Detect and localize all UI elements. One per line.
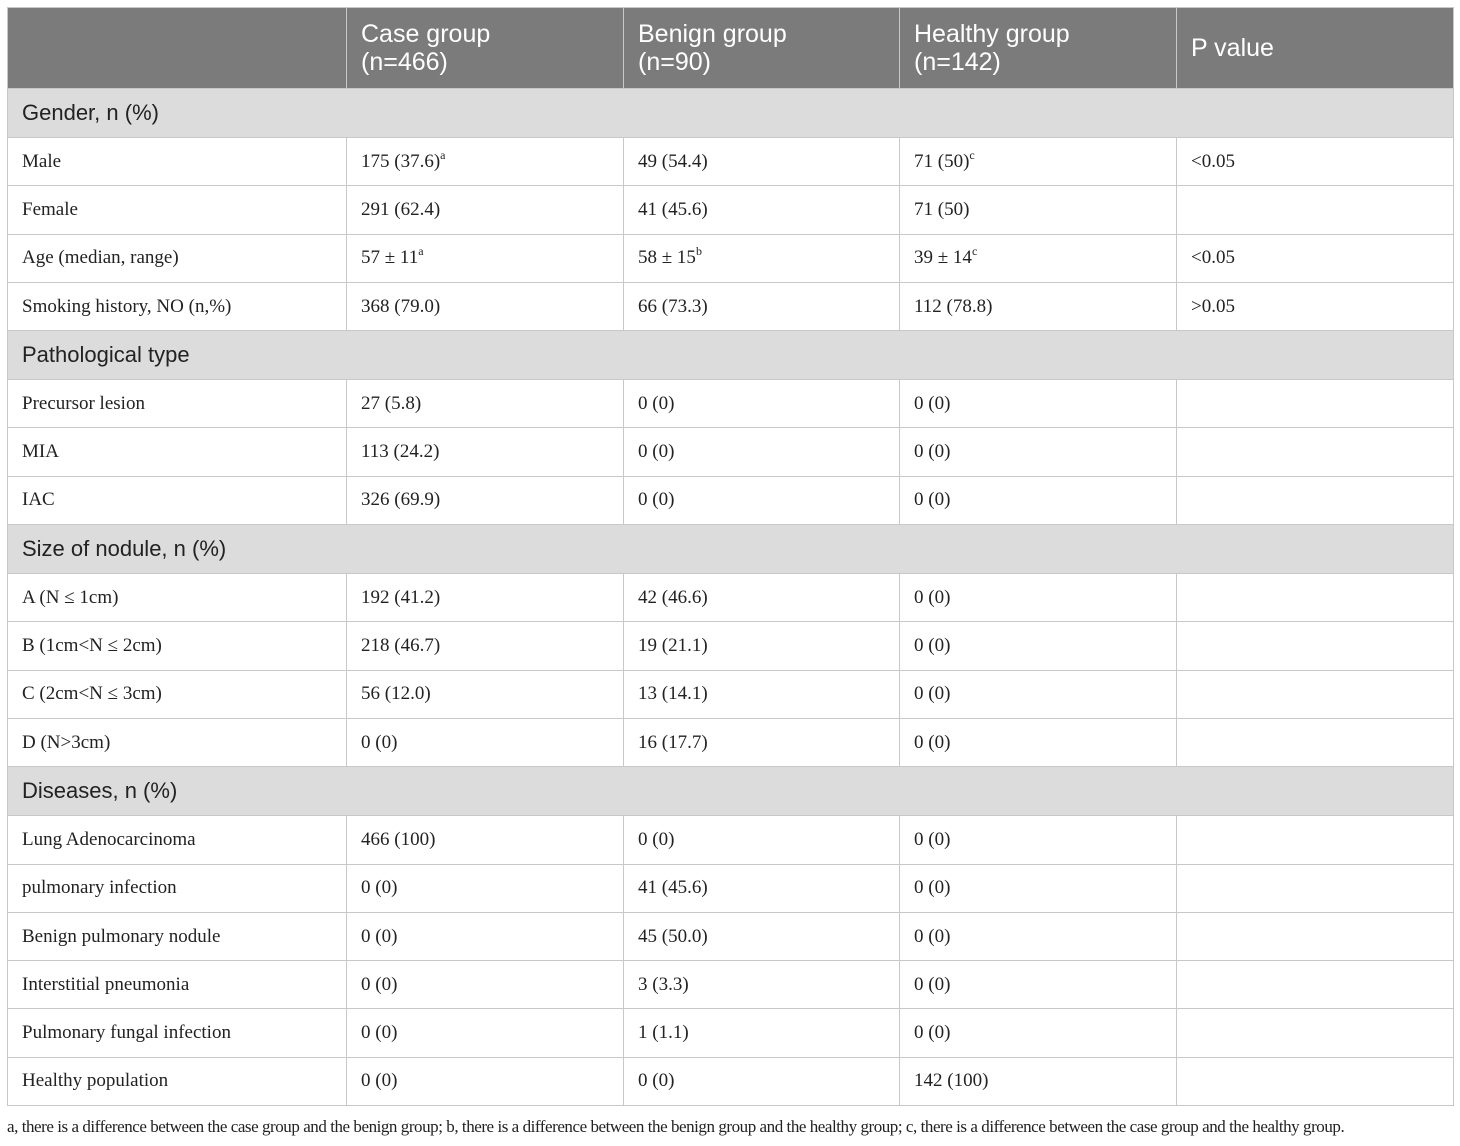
section-header-row xyxy=(8,331,1454,380)
table-cell xyxy=(900,428,1177,476)
cell-value: 3 (3.3) xyxy=(638,973,689,995)
table-cell xyxy=(900,476,1177,524)
table-cell xyxy=(347,1057,624,1105)
header-line-1: Healthy group xyxy=(914,20,1070,48)
row-label: A (N ≤ 1cm) xyxy=(8,574,347,622)
cell-value: 45 (50.0) xyxy=(638,925,708,947)
table-cell xyxy=(1177,186,1454,234)
table-cell xyxy=(900,138,1177,186)
cell-value: 0 (0) xyxy=(638,441,675,463)
header-benign-group xyxy=(624,8,900,89)
row-label: Male xyxy=(8,138,347,186)
row-label: Precursor lesion xyxy=(8,380,347,428)
table-row xyxy=(8,138,1454,186)
row-label: IAC xyxy=(8,476,347,524)
table-cell xyxy=(900,670,1177,718)
cell-value: 0 (0) xyxy=(361,731,398,753)
table-cell xyxy=(347,428,624,476)
cell-value: 42 (46.6) xyxy=(638,586,708,608)
table-cell xyxy=(1177,138,1454,186)
table-cell xyxy=(1177,1057,1454,1105)
table-cell xyxy=(1177,718,1454,766)
table-cell xyxy=(1177,961,1454,1009)
table-row xyxy=(8,816,1454,864)
section-header-row xyxy=(8,525,1454,574)
table-cell xyxy=(347,1009,624,1057)
cell-value: 291 (62.4) xyxy=(361,198,441,220)
cell-value: 0 (0) xyxy=(638,1070,675,1092)
header-case-group xyxy=(347,8,624,89)
cell-value: 0 (0) xyxy=(361,1070,398,1092)
row-label: D (N>3cm) xyxy=(8,718,347,766)
cell-value: 0 (0) xyxy=(361,973,398,995)
table-cell xyxy=(624,1009,900,1057)
table-row xyxy=(8,1009,1454,1057)
table-cell xyxy=(900,912,1177,960)
footnote-marker: c xyxy=(971,244,978,259)
table-cell xyxy=(624,816,900,864)
table-cell xyxy=(900,234,1177,282)
table-cell xyxy=(624,961,900,1009)
cell-value: 0 (0) xyxy=(914,392,951,414)
table-cell xyxy=(624,186,900,234)
table-cell xyxy=(347,574,624,622)
cell-value: 57 ± 11 xyxy=(361,247,419,269)
row-label: MIA xyxy=(8,428,347,476)
table-cell xyxy=(347,622,624,670)
section-title: Diseases, n (%) xyxy=(8,767,1454,816)
table-row xyxy=(8,670,1454,718)
table-cell xyxy=(900,1009,1177,1057)
table-cell xyxy=(900,574,1177,622)
cell-value: 56 (12.0) xyxy=(361,683,431,705)
footnote-marker: b xyxy=(695,244,702,259)
cell-value: 326 (69.9) xyxy=(361,489,441,511)
cell-value: 19 (21.1) xyxy=(638,635,708,657)
table-body xyxy=(8,89,1454,1106)
row-label: Female xyxy=(8,186,347,234)
cell-value: 0 (0) xyxy=(638,392,675,414)
table-cell xyxy=(624,622,900,670)
table-row xyxy=(8,864,1454,912)
footnote-marker: c xyxy=(969,147,975,162)
clinical-characteristics-table xyxy=(7,7,1454,1106)
footnote-marker: a xyxy=(418,244,424,259)
table-header xyxy=(8,8,1454,89)
row-label: C (2cm<N ≤ 3cm) xyxy=(8,670,347,718)
table-cell xyxy=(347,864,624,912)
cell-value: 39 ± 14 xyxy=(914,247,972,269)
cell-value: 66 (73.3) xyxy=(638,295,708,317)
table-footnote: a, there is a difference between the case group and the benign group; b, there is a difference between the benign group and the healthy group; c, there is a difference between the case group and the healthy group. xyxy=(7,1117,1345,1136)
table-cell xyxy=(900,718,1177,766)
cell-value: 0 (0) xyxy=(914,925,951,947)
cell-value: 41 (45.6) xyxy=(638,877,708,899)
cell-value: 0 (0) xyxy=(638,828,675,850)
table-cell xyxy=(1177,622,1454,670)
table-cell xyxy=(624,718,900,766)
cell-value: 112 (78.8) xyxy=(914,295,993,317)
table-cell xyxy=(1177,282,1454,330)
row-label: pulmonary infection xyxy=(8,864,347,912)
table-cell xyxy=(624,234,900,282)
cell-value: 192 (41.2) xyxy=(361,586,441,608)
table-cell xyxy=(900,1057,1177,1105)
cell-value: 0 (0) xyxy=(914,828,951,850)
table-cell xyxy=(347,186,624,234)
cell-value: 0 (0) xyxy=(914,635,951,657)
table-cell xyxy=(1177,912,1454,960)
cell-value: 113 (24.2) xyxy=(361,441,440,463)
cell-value: 368 (79.0) xyxy=(361,295,441,317)
header-p-value xyxy=(1177,8,1454,89)
header-row xyxy=(8,8,1454,89)
table-cell xyxy=(624,138,900,186)
cell-value: 1 (1.1) xyxy=(638,1022,689,1044)
table-row xyxy=(8,282,1454,330)
cell-value: 0 (0) xyxy=(914,683,951,705)
table-cell xyxy=(347,138,624,186)
table-cell xyxy=(900,380,1177,428)
section-title: Gender, n (%) xyxy=(8,89,1454,138)
cell-value: 71 (50) xyxy=(914,150,970,172)
table-cell xyxy=(347,816,624,864)
table-cell xyxy=(347,380,624,428)
table-cell xyxy=(1177,1009,1454,1057)
table-row xyxy=(8,718,1454,766)
table-row xyxy=(8,1057,1454,1105)
cell-value: <0.05 xyxy=(1191,150,1235,172)
table-cell xyxy=(624,864,900,912)
section-header-row xyxy=(8,767,1454,816)
table-cell xyxy=(1177,816,1454,864)
cell-value: 175 (37.6) xyxy=(361,150,441,172)
cell-value: 218 (46.7) xyxy=(361,635,441,657)
table-cell xyxy=(624,476,900,524)
table-cell xyxy=(624,574,900,622)
table-cell xyxy=(1177,380,1454,428)
cell-value: 0 (0) xyxy=(914,731,951,753)
table-cell xyxy=(900,864,1177,912)
table-cell xyxy=(1177,428,1454,476)
cell-value: 0 (0) xyxy=(914,877,951,899)
table-cell xyxy=(900,186,1177,234)
table-cell xyxy=(624,1057,900,1105)
cell-value: <0.05 xyxy=(1191,247,1235,269)
table-row xyxy=(8,428,1454,476)
cell-value: 13 (14.1) xyxy=(638,683,708,705)
row-label: Smoking history, NO (n,%) xyxy=(8,282,347,330)
cell-value: 0 (0) xyxy=(914,489,951,511)
cell-value: 0 (0) xyxy=(638,489,675,511)
cell-value: 0 (0) xyxy=(914,441,951,463)
table-cell xyxy=(900,622,1177,670)
table-cell xyxy=(900,961,1177,1009)
table-cell xyxy=(347,912,624,960)
cell-value: 71 (50) xyxy=(914,198,970,220)
cell-value: 41 (45.6) xyxy=(638,198,708,220)
header-line-1: P value xyxy=(1191,34,1274,62)
table-cell xyxy=(624,282,900,330)
table-row xyxy=(8,186,1454,234)
table-cell xyxy=(347,476,624,524)
cell-value: 0 (0) xyxy=(914,1022,951,1044)
cell-value: 49 (54.4) xyxy=(638,150,708,172)
row-label: Lung Adenocarcinoma xyxy=(8,816,347,864)
cell-value: 58 ± 15 xyxy=(638,247,696,269)
cell-value: 0 (0) xyxy=(914,586,951,608)
table-cell xyxy=(900,816,1177,864)
row-label: B (1cm<N ≤ 2cm) xyxy=(8,622,347,670)
cell-value: 0 (0) xyxy=(361,877,398,899)
cell-value: 16 (17.7) xyxy=(638,731,708,753)
table-row xyxy=(8,574,1454,622)
row-label: Healthy population xyxy=(8,1057,347,1105)
row-label: Pulmonary fungal infection xyxy=(8,1009,347,1057)
header-healthy-group xyxy=(900,8,1177,89)
table-cell xyxy=(347,718,624,766)
row-label: Age (median, range) xyxy=(8,234,347,282)
table-cell xyxy=(624,380,900,428)
header-line-2: (n=142) xyxy=(914,48,1001,76)
table-cell xyxy=(900,282,1177,330)
table-cell xyxy=(347,234,624,282)
header-blank-cell xyxy=(8,8,347,89)
cell-value: 27 (5.8) xyxy=(361,392,422,414)
table-cell xyxy=(1177,234,1454,282)
section-title: Size of nodule, n (%) xyxy=(8,525,1454,574)
section-header-row xyxy=(8,89,1454,138)
table-cell xyxy=(624,670,900,718)
cell-value: >0.05 xyxy=(1191,295,1235,317)
table-cell xyxy=(347,282,624,330)
header-line-2: (n=90) xyxy=(638,48,711,76)
cell-value: 0 (0) xyxy=(361,1022,398,1044)
table-cell xyxy=(1177,476,1454,524)
table-cell xyxy=(624,912,900,960)
table-cell xyxy=(1177,864,1454,912)
table-row xyxy=(8,476,1454,524)
section-title: Pathological type xyxy=(8,331,1454,380)
header-line-1: Benign group xyxy=(638,20,787,48)
cell-value: 0 (0) xyxy=(914,973,951,995)
table-row xyxy=(8,622,1454,670)
table-cell xyxy=(1177,574,1454,622)
table-cell xyxy=(347,670,624,718)
table-row xyxy=(8,380,1454,428)
table-row xyxy=(8,234,1454,282)
cell-value: 0 (0) xyxy=(361,925,398,947)
table-row xyxy=(8,912,1454,960)
table-cell xyxy=(347,961,624,1009)
table-row xyxy=(8,961,1454,1009)
row-label: Interstitial pneumonia xyxy=(8,961,347,1009)
table-cell xyxy=(1177,670,1454,718)
table-cell xyxy=(624,428,900,476)
footnote-marker: a xyxy=(440,147,446,162)
cell-value: 142 (100) xyxy=(914,1070,989,1092)
header-line-1: Case group xyxy=(361,20,491,48)
row-label: Benign pulmonary nodule xyxy=(8,912,347,960)
header-line-2: (n=466) xyxy=(361,48,448,76)
cell-value: 466 (100) xyxy=(361,828,436,850)
